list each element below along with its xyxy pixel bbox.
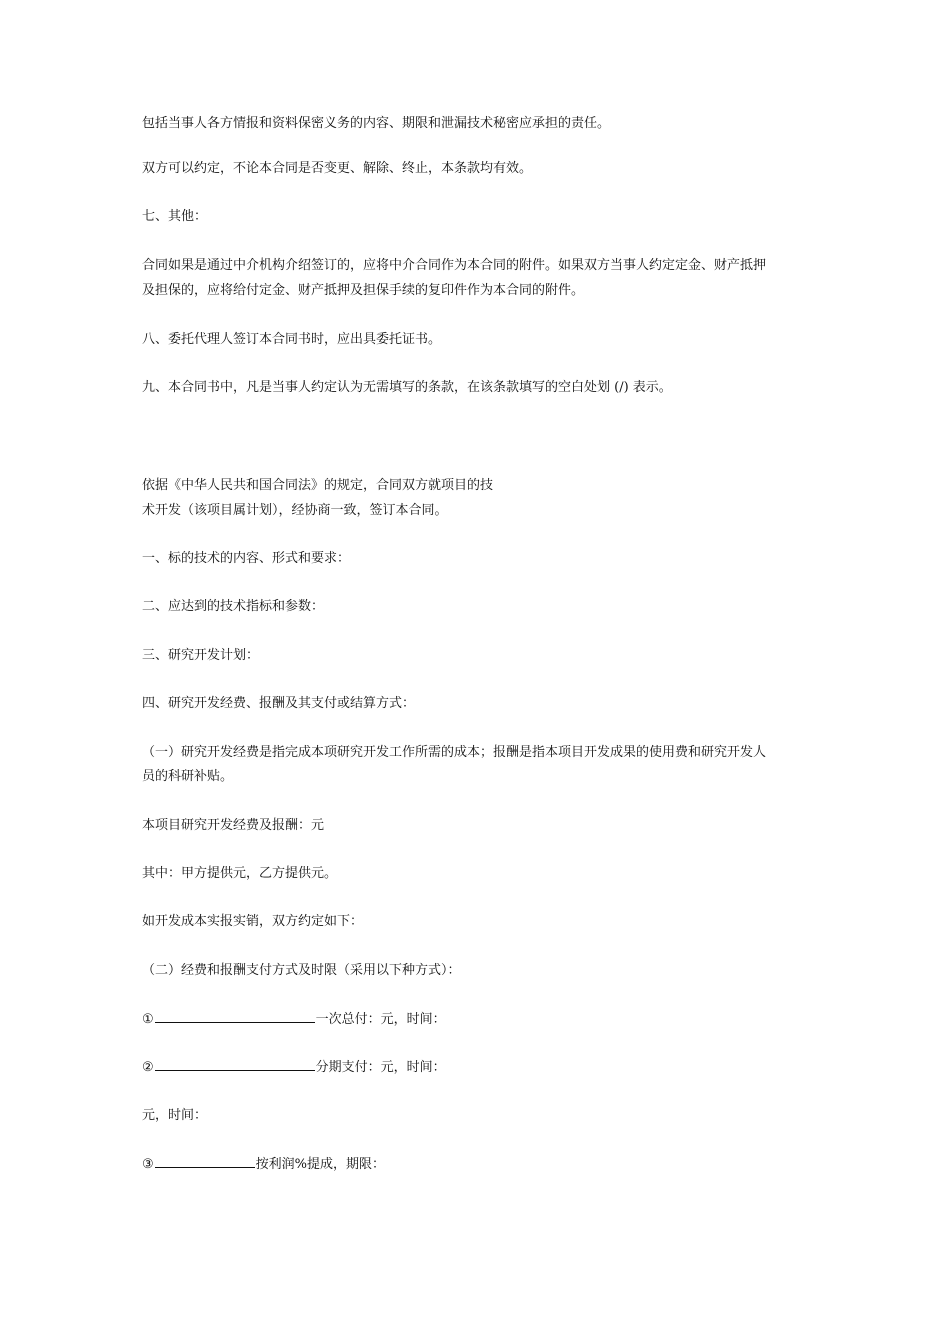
option1-blank-field[interactable] [155, 1008, 315, 1023]
option2-mark: ② [142, 1060, 154, 1075]
item7-heading: 七、其他： [142, 209, 208, 224]
preamble-line1: 依据《中华人民共和国合同法》的规定，合同双方就项目的技 [142, 478, 494, 493]
preamble-line2: 术开发（该项目属计划），经协商一致，签订本合同。 [142, 503, 448, 518]
option3-mark: ③ [142, 1157, 154, 1172]
item4-heading: 四、研究开发经费、报酬及其支付或结算方式： [142, 696, 416, 711]
option1-row [142, 1008, 446, 1031]
item2-heading: 二、应达到的技术指标和参数： [142, 599, 325, 614]
reimburse-clause: 如开发成本实报实销，双方约定如下： [142, 914, 364, 929]
option2-text: 分期支付：元，时间： [315, 1060, 446, 1075]
option2-blank-field[interactable] [155, 1056, 315, 1071]
fee-total: 本项目研究开发经费及报酬：元 [142, 818, 325, 833]
option3-row [142, 1153, 385, 1176]
item4-sub2-heading: （二）经费和报酬支付方式及时限（采用以下种方式）： [142, 963, 461, 978]
item1-heading: 一、标的技术的内容、形式和要求： [142, 551, 351, 566]
item7-body-line2: 及担保的，应将给付定金、财产抵押及担保手续的复印件作为本合同的附件。 [142, 283, 585, 298]
item8-clause: 八、委托代理人签订本合同书时，应出具委托证书。 [142, 332, 442, 347]
option1-text: 一次总付：元，时间： [315, 1012, 446, 1027]
option3-blank-field[interactable] [155, 1153, 255, 1168]
fee-split: 其中：甲方提供元，乙方提供元。 [142, 866, 338, 881]
option3-text: 按利润%提成，期限： [255, 1157, 386, 1172]
item4-sub1-line2: 员的科研补贴。 [142, 769, 234, 784]
item3-heading: 三、研究开发计划： [142, 648, 260, 663]
validity-clause: 双方可以约定，不论本合同是否变更、解除、终止，本条款均有效。 [142, 161, 533, 176]
confidentiality-clause: 包括当事人各方情报和资料保密义务的内容、期限和泄漏技术秘密应承担的责任。 [142, 116, 611, 131]
option2-row [142, 1056, 446, 1079]
item4-sub1-line1: （一）研究开发经费是指完成本项研究开发工作所需的成本；报酬是指本项目开发成果的使用费和研究开发人 [142, 745, 767, 760]
option2-continuation: 元，时间： [142, 1108, 208, 1123]
item7-body-line1: 合同如果是通过中介机构介绍签订的，应将中介合同作为本合同的附件。如果双方当事人约定定金、财产抵押 [142, 258, 767, 273]
item9-clause: 九、本合同书中，凡是当事人约定认为无需填写的条款，在该条款填写的空白处划 (/) 表示。 [142, 380, 672, 395]
option1-mark: ① [142, 1012, 154, 1027]
